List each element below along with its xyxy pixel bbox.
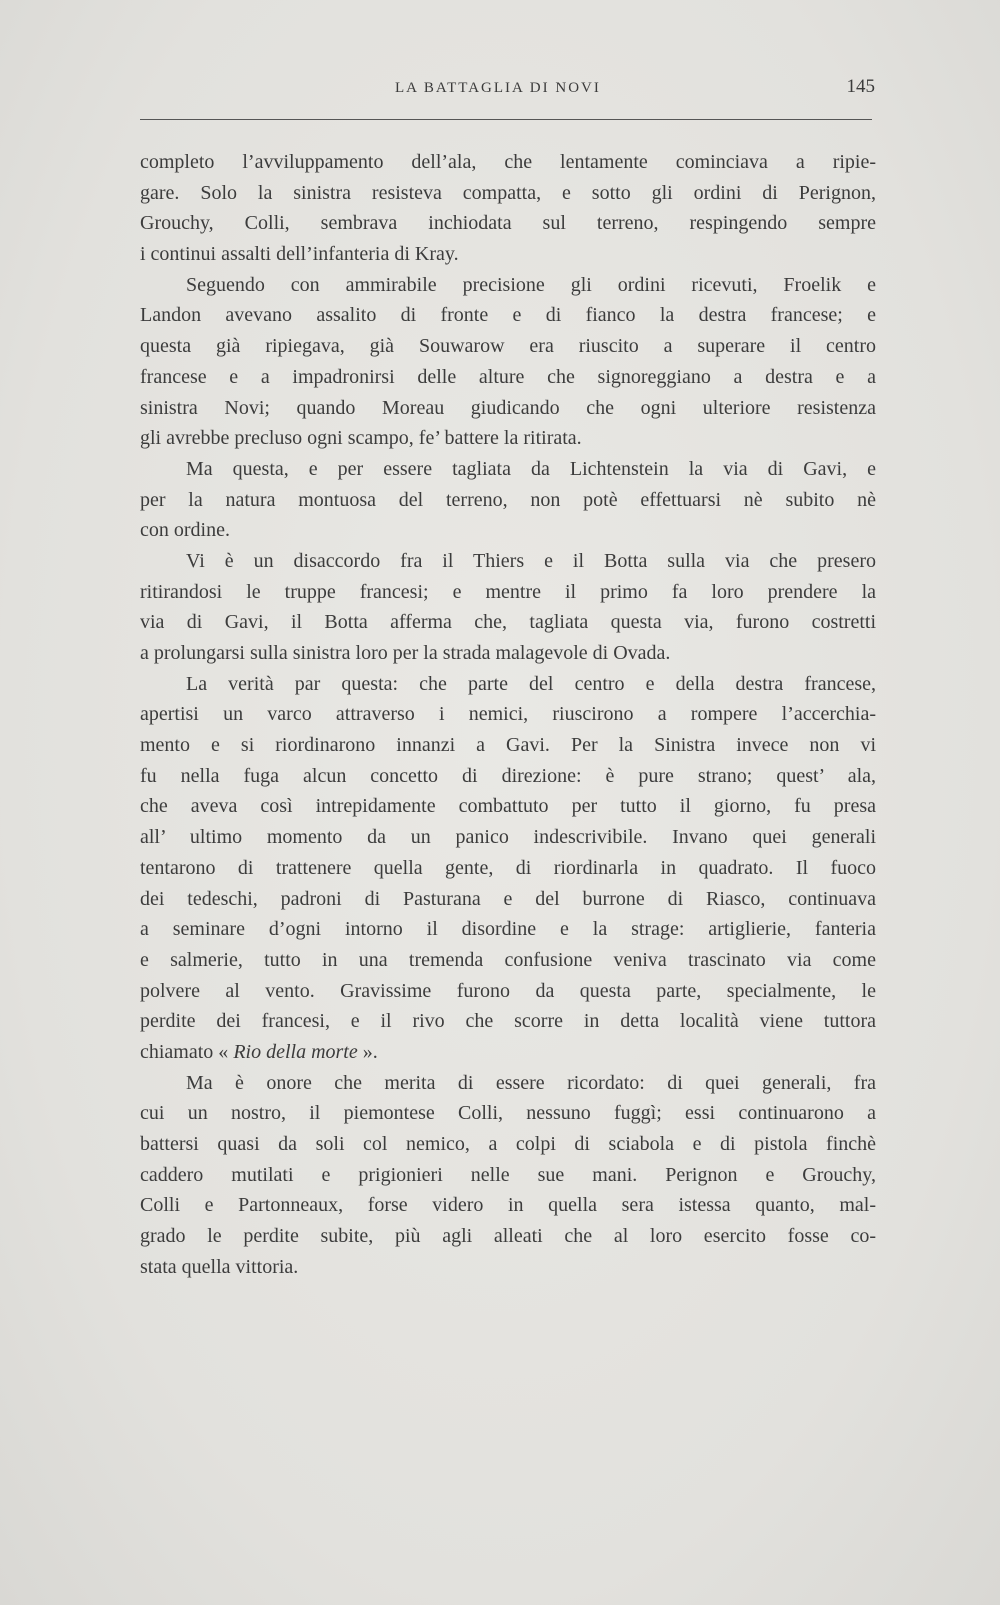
text-line: La verità par questa: che parte del centro e della destra francese, [186, 672, 876, 695]
text-line: Ma è onore che merita di essere ricordato: di quei generali, fra [186, 1071, 876, 1094]
text-line: a prolungarsi sulla sinistra loro per la strada malagevole di Ovada. [140, 642, 671, 664]
text-line: gli avrebbe precluso ogni scampo, fe’ battere la ritirata. [140, 427, 582, 450]
text-line: sinistra Novi; quando Moreau giudicando che ogni ulteriore resistenza [140, 396, 876, 419]
text-line: Vi è un disaccordo fra il Thiers e il Botta sulla via che presero [186, 549, 876, 572]
text-line: mento e si riordinarono innanzi a Gavi. Per la Sinistra invece non vi [140, 734, 876, 757]
text-line: per la natura montuosa del terreno, non potè effettuarsi nè subito nè [140, 488, 876, 511]
running-title: LA BATTAGLIA DI NOVI [395, 80, 601, 96]
text-line: cui un nostro, il piemontese Colli, nessuno fuggì; essi continuarono a [140, 1102, 876, 1125]
text-line: che aveva così intrepidamente combattuto per tutto il giorno, fu presa [140, 795, 876, 818]
text-line: ritirandosi le truppe francesi; e mentre il primo fa loro prendere la [140, 580, 876, 603]
text-line: via di Gavi, il Botta afferma che, tagliata questa via, furono costretti [140, 611, 876, 634]
text-line: battersi quasi da soli col nemico, a colpi di sciabola e di pistola finchè [140, 1133, 876, 1155]
text-line: fu nella fuga alcun concetto di direzione: è pure strano; quest’ ala, [140, 764, 876, 787]
text-line: grado le perdite subite, più agli alleati che al loro esercito fosse co- [140, 1225, 876, 1248]
text-line: perdite dei francesi, e il rivo che scorre in detta località viene tuttora [140, 1010, 876, 1033]
text-fragment: chiamato « [140, 1040, 234, 1063]
page-header [140, 76, 875, 106]
text-line: a seminare d’ogni intorno il disordine e la strage: artiglierie, fanteria [140, 918, 876, 941]
text-line: all’ ultimo momento da un panico indescrivibile. Invano quei generali [140, 826, 876, 849]
text-line: polvere al vento. Gravissime furono da questa parte, specialmente, le [140, 979, 876, 1002]
text-line: tentarono di trattenere quella gente, di riordinarla in quadrato. Il fuoco [140, 856, 876, 879]
text-line: caddero mutilati e prigionieri nelle sue mani. Perignon e Grouchy, [140, 1163, 876, 1186]
text-line: apertisi un varco attraverso i nemici, riuscirono a rompere l’accerchia- [140, 703, 876, 726]
text-line: e salmerie, tutto in una tremenda confusione veniva trascinato via come [140, 948, 876, 971]
text-line: i continui assalti dell’infanteria di Kray. [140, 243, 459, 266]
page-number: 145 [846, 76, 875, 97]
text-line: francese e a impadronirsi delle alture che signoreggiano a destra e a [140, 365, 876, 388]
italic-place-name: Rio della morte [233, 1040, 358, 1063]
body-text [140, 147, 876, 1282]
text-line: gare. Solo la sinistra resisteva compatta, e sotto gli ordini di Perignon, [140, 181, 876, 204]
text-line: stata quella vittoria. [140, 1255, 299, 1278]
text-line: questa già ripiegava, già Souwarow era riuscito a superare il centro [140, 335, 876, 358]
text-fragment: ». [357, 1040, 378, 1063]
text-line: Colli e Partonneaux, forse videro in quella sera istessa quanto, mal- [140, 1194, 876, 1217]
header-rule [140, 119, 872, 120]
text-line: completo l’avviluppamento dell’ala, che lentamente cominciava a ripie- [140, 151, 876, 173]
text-line: con ordine. [140, 519, 230, 542]
text-line: Grouchy, Colli, sembrava inchiodata sul terreno, respingendo sempre [140, 212, 876, 235]
text-line-rio-della-morte [140, 1037, 876, 1068]
text-line: Seguendo con ammirabile precisione gli ordini ricevuti, Froelik e [186, 273, 876, 296]
text-line: Landon avevano assalito di fronte e di fianco la destra francese; e [140, 304, 876, 327]
text-line: dei tedeschi, padroni di Pasturana e del burrone di Riasco, continuava [140, 887, 876, 910]
text-line: Ma questa, e per essere tagliata da Lichtenstein la via di Gavi, e [186, 457, 876, 480]
